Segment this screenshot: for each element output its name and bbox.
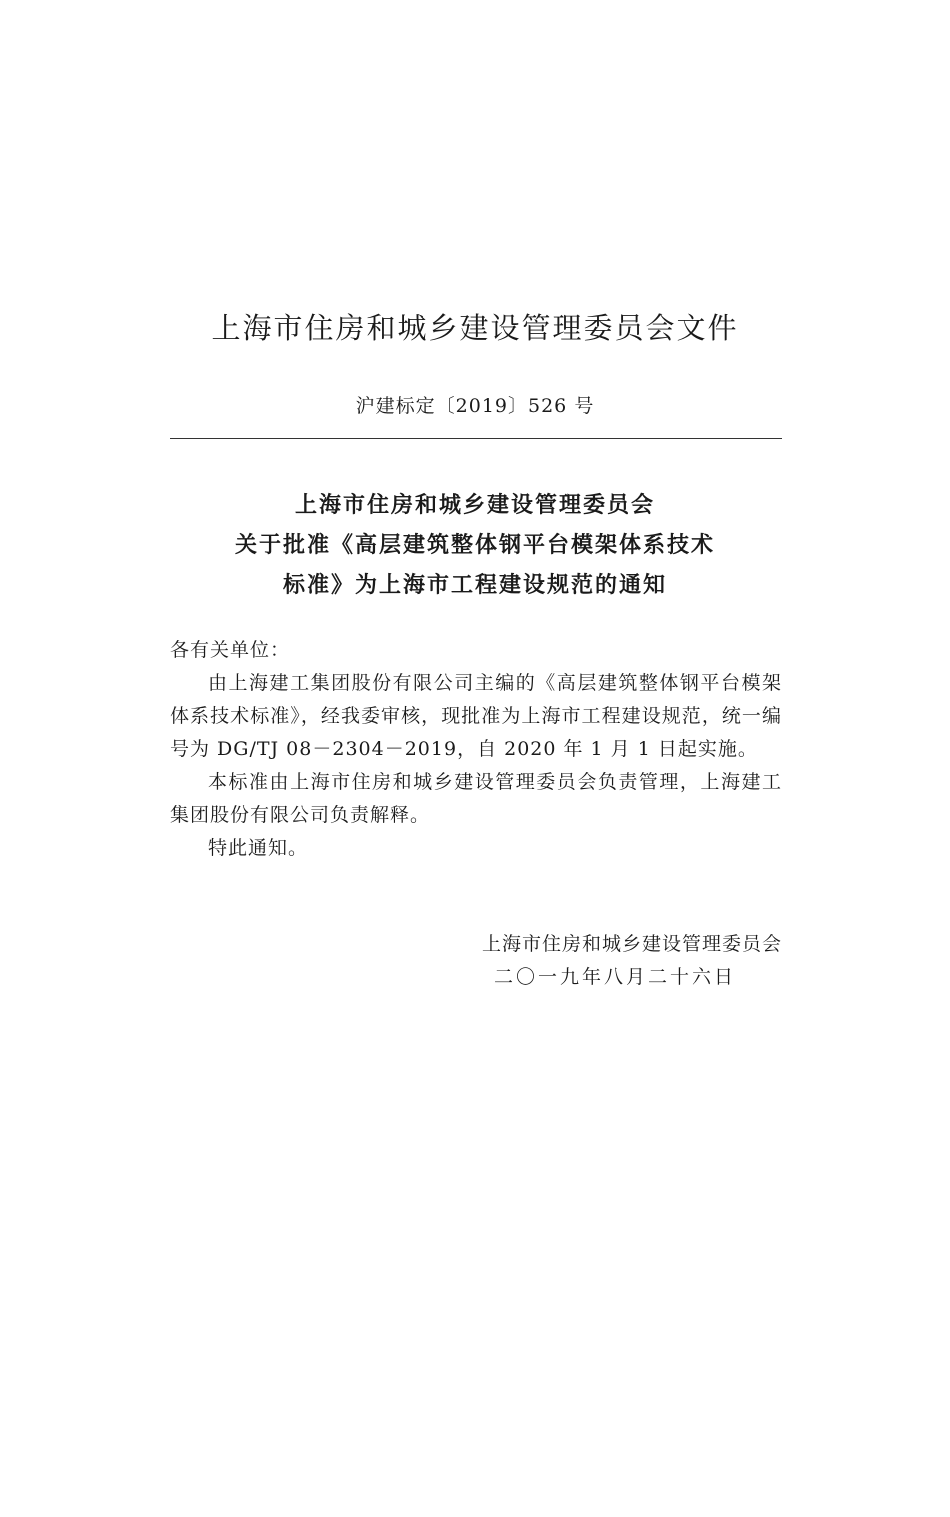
notice-title-line-3: 标准》为上海市工程建设规范的通知 (282, 573, 667, 598)
issuer-heading: 上海市住房和城乡建设管理委员会文件 (211, 311, 739, 345)
notice-body (170, 634, 782, 865)
signature-date: 二〇一九年八月二十六日 (493, 966, 736, 988)
body-paragraph-management: 本标准由上海市住房和城乡建设管理委员会负责管理，上海建工集团股份有限公司负责解释。 (170, 771, 782, 826)
salutation: 各有关单位： (170, 639, 291, 661)
signature-organization: 上海市住房和城乡建设管理委员会 (481, 933, 782, 955)
signature-block (170, 928, 782, 994)
notice-title-line-2: 关于批准《高层建筑整体钢平台模架体系技术 (234, 533, 715, 558)
body-paragraph-approval: 由上海建工集团股份有限公司主编的《高层建筑整体钢平台模架体系技术标准》，经我委审核，现批准为上海市工程建设规范，统一编号为 DG/TJ 08－2304－2019，自 2020 年 1 月 1 日起实施。 (170, 672, 782, 760)
header-divider (170, 438, 782, 439)
document-number: 沪建标定〔2019〕526 号 (355, 395, 595, 417)
body-paragraph-closing: 特此通知。 (208, 837, 309, 859)
notice-title-line-1: 上海市住房和城乡建设管理委员会 (294, 493, 655, 518)
notice-title (0, 486, 950, 606)
